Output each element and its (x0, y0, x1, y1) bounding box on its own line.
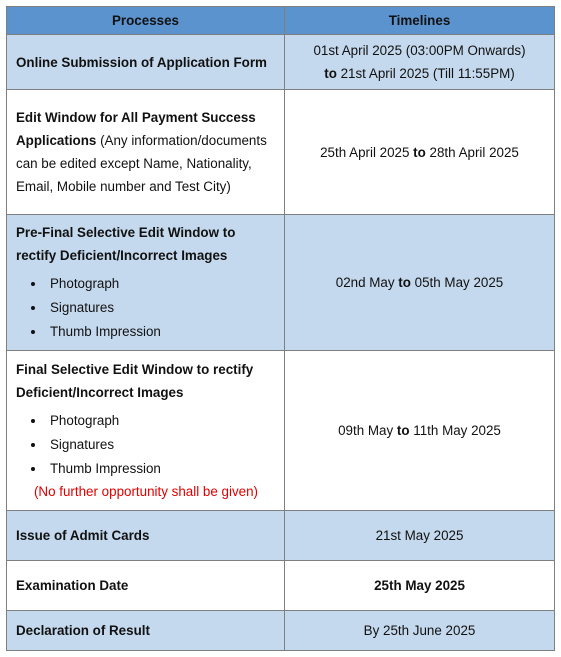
timeline-end: 28th April 2025 (425, 144, 519, 160)
process-title: Examination Date (16, 578, 129, 593)
process-detail: (Any information/documents can be edited except Name, Nationality, Email, Mobile number and Test City) (16, 133, 267, 194)
process-cell (7, 611, 285, 651)
timeline-cell: By 25th June 2025 (285, 611, 555, 651)
timeline-cell (285, 90, 555, 215)
process-cell (7, 561, 285, 611)
timeline-connector: to (413, 144, 426, 160)
list-item: Thumb Impression (50, 320, 276, 344)
process-title: Pre-Final Selective Edit Window to rectify Deficient/Incorrect Images (16, 225, 236, 263)
timeline-connector: to (396, 423, 410, 438)
timeline-connector: to (398, 275, 411, 290)
timeline-cell (285, 351, 555, 511)
process-title: Edit Window for All Payment Success Applications (16, 110, 256, 148)
timeline-cell: 25th May 2025 (285, 561, 555, 611)
table-row (7, 215, 555, 351)
timeline-cell (285, 35, 555, 90)
timeline-cell: 21st May 2025 (285, 511, 555, 561)
timeline-start: 02nd May (335, 275, 399, 290)
table-header-row (7, 7, 555, 35)
timeline-line1: 01st April 2025 (03:00PM Onwards) (313, 43, 526, 58)
table-row (7, 611, 555, 651)
process-title: Final Selective Edit Window to rectify Deficient/Incorrect Images (16, 362, 254, 400)
timeline-end: 21st April 2025 (Till 11:55PM) (336, 66, 515, 81)
table-row (7, 351, 555, 511)
list-item: Signatures (50, 433, 276, 457)
image-list (16, 272, 276, 344)
list-item: Signatures (50, 296, 276, 320)
table-row (7, 90, 555, 215)
process-cell (7, 351, 285, 511)
table-row (7, 511, 555, 561)
timeline-start: 09th May (338, 423, 397, 438)
table-row (7, 561, 555, 611)
process-title: Online Submission of Application Form (16, 54, 267, 70)
list-item: Photograph (50, 409, 276, 433)
process-cell (7, 215, 285, 351)
timeline-start: 25th April 2025 (320, 144, 414, 160)
process-title: Issue of Admit Cards (16, 528, 150, 543)
header-timelines: Timelines (285, 7, 555, 35)
image-list (16, 409, 276, 481)
process-cell (7, 35, 285, 90)
timeline-connector: to (324, 66, 337, 81)
timeline-end: 05th May 2025 (410, 275, 504, 290)
schedule-table (6, 6, 555, 651)
list-item: Photograph (50, 272, 276, 296)
process-title: Declaration of Result (16, 623, 150, 638)
list-item: Thumb Impression (50, 457, 276, 481)
table-row (7, 35, 555, 90)
timeline-line2 (291, 62, 548, 85)
timeline-cell (285, 215, 555, 351)
warning-note: (No further opportunity shall be given) (33, 484, 259, 499)
timeline-end: 11th May 2025 (409, 423, 501, 438)
header-processes: Processes (7, 7, 285, 35)
process-cell (7, 511, 285, 561)
process-cell (7, 90, 285, 215)
schedule-table-wrapper (6, 6, 555, 651)
